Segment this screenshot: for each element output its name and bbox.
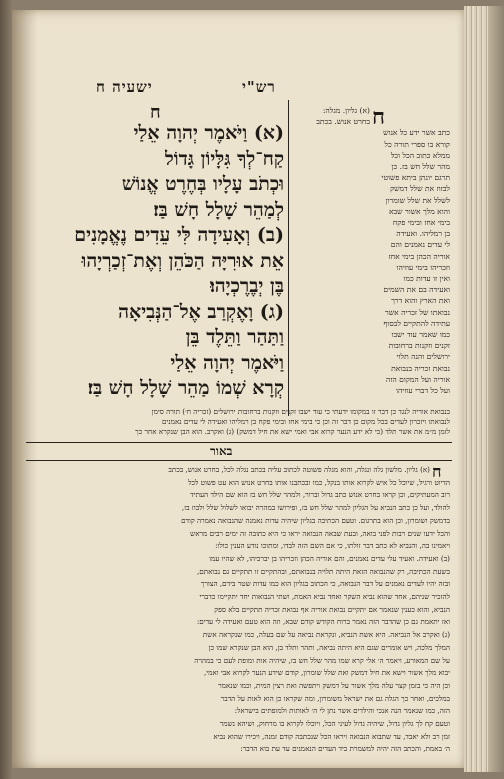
rashi-line: ואין זו עדות כמו xyxy=(403,274,450,283)
beur-line: במלכים, ואחר כך הגלה גם את ישראל משומרון, ומה שקראו כן הוא לאות על הדבר xyxy=(220,694,450,703)
rashi-line: נבואתו של זכריה אשר xyxy=(385,307,450,317)
rashi-line: לי עדים נאמנים והם xyxy=(390,240,450,250)
beur-line: המלך מלכה, ויש אומרים שגם היא היתה נביאה, ותהר ותלד בן, הוא הבן שנקרא שמו כן xyxy=(208,643,450,652)
beur-line: להולד, ועל כן כתב הנביא על הגליון למהר שלל חש בז, ופירושו במהרה יבואו לשלול שלל ולבוז בז, xyxy=(181,504,450,513)
rashi-line: ואעידה בם את השמים xyxy=(383,285,450,295)
verse-line: בֶּן יְבֶרֶכְיָהוּ׃ xyxy=(209,275,284,297)
rashi-line: אוריה ועל המקום הזה xyxy=(385,374,450,384)
chapter-letter: ח xyxy=(150,102,161,123)
rashi-line: לבזוז את שלל דמשק xyxy=(390,184,450,194)
book-cover-edge xyxy=(0,0,12,779)
book-page xyxy=(12,10,464,768)
rashi-line: (א) גליון. מגלה: xyxy=(322,106,370,115)
beur-line: על שם המאורע, ויאמר ה׳ אלי קרא שמו מהר שלל חש בז, שיהיה אות ומופת לעם כי במהרה xyxy=(194,656,450,665)
verse-line: (ג) וָאֶקְרַב אֶל־הַנְּבִיאָה xyxy=(118,300,284,323)
beur-bottom-rule xyxy=(26,460,452,461)
rashi-line: ירושלים והנה תלוי xyxy=(396,352,450,362)
beur-line: ה׳ באמת, והכתב הזה יהיה למשמרת ביד העדים הנאמנים עד עת בוא הדבר: xyxy=(240,745,450,754)
rashi-full-line: לזמן מ״מ את אשר תלד (כי לא ידע הנער קרוא אבי ואמי ישא את חיל דמשק) (ג) ואקרב. הוא הבן שנקרא אחר כך xyxy=(135,428,450,436)
beur-title: באור xyxy=(210,444,233,458)
beur-line: ואז יתאמת גם כן שהדבר הזה נאמר ברוח הקודש קודם שבא, וזה הוא טעם ואעידה לי עדים: xyxy=(196,618,450,627)
rashi-line: נבואת זכריה בנבואת xyxy=(391,363,450,373)
rashi-dropcap: ח xyxy=(372,104,386,130)
rashi-line: וזכריהו בימי עוזיהו xyxy=(396,262,450,272)
beur-line: ובזה יהיו לעדים נאמנים על דבר הנבואה, כי הכתוב בגליון הוא כמו עדות שטר בידם, הצורך xyxy=(200,580,450,589)
beur-line: להזכיר שניהם, אחד שהוא נביא השקר ואחד נביא האמת, ושתי הנבואות יחד יתקיימו כדברי xyxy=(199,593,450,601)
verse-line: לְמַהֵר שָׁלָל חָשׁ בַּז׃ xyxy=(153,198,284,221)
rashi-full-line: לנבואתו ויזכרון לעדים בכל מקום כן דבר זה וכן כי בימי אחז ובימי פקח בן רמליהו ואעידה לי עדים נאמנים xyxy=(162,418,450,426)
rashi-full-line: בנבואת אוריה לנגד כן דבר זו במקומו ידעתי כי עוד ישבו זקנים וזקנות ברחובות ירושלים (זכריה ח׳) תורה סימן xyxy=(151,408,450,416)
rashi-line: זקנים וזקנות ברחובות xyxy=(388,341,450,351)
beur-line: (א) גליון. מלשון גלה ונגלה, והוא מגלה פשוטה לכתוב עליה בכתב נגלה לכל, בחרט אנוש, בכתב xyxy=(168,466,430,474)
rashi-line: כמו שאמר עוד ישבו xyxy=(391,330,450,339)
beur-line: וכן היה כי בזמן קצר עלה מלך אשור על דמשק ויתפשה ואת רצין המית, וכמו שנאמר xyxy=(218,681,450,690)
verse-line: אֵת אוּרִיָּה הַכֹּהֵן וְאֶת־זְכַרְיָהוּ xyxy=(81,249,284,272)
verse-line: קַח־לְךָ גִּלָּיוֹן גָּדוֹל xyxy=(164,147,284,170)
rashi-line: אוריה הכהן בימי אחז xyxy=(388,251,450,261)
rashi-line: קורא בו ספרי תורה כל xyxy=(384,139,450,149)
beur-line: והכל ידעו שנים רבות לפני בואה, ובעת שבאה הנבואה יראו כי היא כתובה זה ימים רבים מראש xyxy=(190,529,450,538)
beur-line: בדמשק ושומרון, וכן הוא בתרגום. וטעם הכתיבה בגליון שיהיה עדות נאמנה שהנבואה נאמרה קודם xyxy=(181,516,450,525)
rashi-line: מהר שלל חש בז. כן xyxy=(391,162,450,171)
verse-line: קְרָא שְׁמוֹ מַהֵר שָׁלָל חָשׁ בַּז׃ xyxy=(87,377,284,399)
rashi-line: והוא מלך אשור שבא xyxy=(388,206,450,216)
beur-line: וטעם קח לך גליון גדול, שיהיה גדול לעיני הכל, ויוכלו לקרוא בו מרחוק, ושיהא נשמר xyxy=(219,720,450,728)
beur-line: (ג) ואקרב אל הנביאה. היא אשת הנביא, ונקראת נביאה על שם בעלה, כמו שנקראה אשת xyxy=(202,631,450,640)
spine-shadow xyxy=(12,10,38,768)
beur-line: זמן רב ולא יאבד, עד שתבוא הנבואה ויראו הכל שנכתבה קודם זמנה, ויכירו שהוא נביא xyxy=(213,732,450,741)
beur-line: בשעת הכתיבה, רק שהנבואה הזאת היתה תלויה בנבואתם, ובהתקיים זו תתקיים גם נבואתם, xyxy=(196,567,450,576)
rashi-line: ממלא כתוב הכל וכל xyxy=(390,150,450,160)
rashi-line: בחרט אנוש. בכתב xyxy=(316,117,370,127)
beur-line: הנביא, והוא כענין שנאמר אם יתקיים נבואת אוריה אף נבואת זכריה תתקיים בלא ספק xyxy=(214,605,450,614)
beur-line: ויאמינו בה, והנביא לא כתב דבר זולתו, כי אם השם הזה לבדו, ומתוכו נודע הענין כולו: xyxy=(215,542,450,551)
verse-line: (א) וַיֹּאמֶר יְהוָה אֵלַי xyxy=(133,122,284,144)
page-edges-shadow xyxy=(488,6,504,772)
verse-line: וּכְתֹב עָלָיו בְּחֶרֶט אֱנוֹשׁ xyxy=(121,173,284,195)
rashi-line: ועל כל דברי עוזיהו xyxy=(396,386,450,395)
verse-line: וַתַּהַר וַתֵּלֶד בֵּן xyxy=(185,326,284,348)
beur-line: הדיוט ורגיל, שיוכל כל איש לקרוא אותו בנקל, כמו ובכתבנו אותו בחרט אנוש הוא עט פשוט לכל xyxy=(188,478,450,487)
rashi-line: בן רמליהו. ואעידה xyxy=(396,229,450,239)
header-left-title: ישעיה ח xyxy=(96,78,153,96)
rashi-line: כתב אשר ידע כל אנוש xyxy=(383,128,450,138)
rashi-line: תרגם יונתן ביתא פשוטי xyxy=(381,173,450,183)
verse-line: וַיֹּאמֶר יְהוָה אֵלַי xyxy=(170,351,284,374)
rashi-line: ואת הארץ והוא דרך xyxy=(391,296,450,306)
header-right-title: רש"י xyxy=(242,78,276,96)
beur-top-rule xyxy=(26,442,452,443)
beur-line: הזה, כמו שנאמר הנה אנכי והילדים אשר נתן לי ה׳ לאותות ולמופתים בישראל: xyxy=(234,707,450,716)
beur-line: (ב) ואעידה. ואעיד עלי עדים נאמנים, והם אוריה הכהן וזכריהו בן יברכיהו, לא שהיו עמו xyxy=(209,554,450,563)
beur-line: יבוא מלך אשור וישא את חיל דמשק ואת שלל שומרון, קודם שידע הנער לקרוא אבי ואמי, xyxy=(203,669,450,678)
verse-line: (ב) וְאָעִידָה לִּי עֵדִים נֶאֱמָנִים xyxy=(74,224,284,246)
rashi-line: לשלל את שלל שומרון xyxy=(385,195,450,205)
beur-line: רוב המעתיקים, וכן קראו בחרט אנוש כתב גדול וברור, ולמהר שלל חש בז הוא שם הילד העתיד xyxy=(190,491,450,500)
rashi-line: עתידה להתקיים לבסוף xyxy=(383,318,450,328)
beur-dropcap: ח xyxy=(432,462,442,481)
rashi-line: בימי אחז ובימי פקח xyxy=(392,218,450,227)
column-divider xyxy=(288,100,289,416)
